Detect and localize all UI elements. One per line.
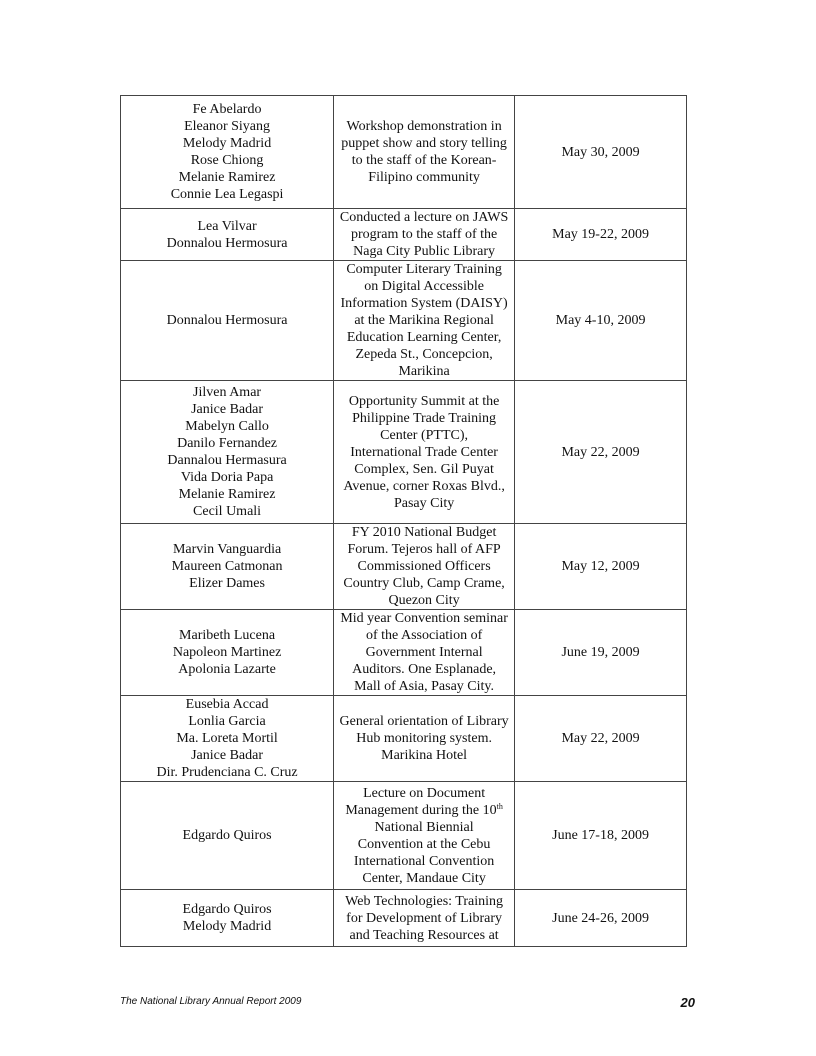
activity-line-text: Country Club, Camp Crame, xyxy=(343,576,505,591)
activity-line-text: Computer Literary Training xyxy=(346,262,502,277)
participant-name: Napoleon Martinez xyxy=(172,645,282,660)
table-row xyxy=(121,782,687,890)
activity-line-text: Marikina Hotel xyxy=(381,748,468,763)
activity-cell xyxy=(334,381,515,524)
participant-name: Dannalou Hermasura xyxy=(167,453,287,468)
participant-name: Lea Vilvar xyxy=(197,218,257,234)
activity-line-text: Web Technologies: Training xyxy=(345,893,504,909)
activity-line xyxy=(335,152,513,169)
table-row xyxy=(121,381,687,524)
date-cell: May 19-22, 2009 xyxy=(515,209,687,261)
activity-line-text: Pasay City xyxy=(393,495,455,511)
activity-line-text: to the staff of the Korean- xyxy=(351,153,497,168)
date-cell: May 4-10, 2009 xyxy=(515,261,687,381)
activity-line xyxy=(335,853,513,870)
ordinal-superscript: th xyxy=(496,801,503,811)
activity-line xyxy=(335,461,513,478)
activity-line xyxy=(335,243,513,260)
participants-cell xyxy=(121,890,334,947)
participant-name: Maureen Catmonan xyxy=(171,559,283,574)
participant-name: Mabelyn Callo xyxy=(185,419,269,434)
activity-line xyxy=(335,495,513,512)
activities-table xyxy=(120,95,687,947)
activity-line-text: Government Internal xyxy=(365,645,483,660)
participant-name: Ma. Loreta Mortil xyxy=(176,731,278,746)
participant-name: Connie Lea Legaspi xyxy=(170,187,284,202)
date-cell: May 30, 2009 xyxy=(515,96,687,209)
activity-line xyxy=(335,478,513,495)
activity-line-text: Center (PTTC), xyxy=(380,427,469,443)
table-row xyxy=(121,696,687,782)
participants-cell xyxy=(121,96,334,209)
activity-line-text: Convention at the Cebu xyxy=(357,836,491,852)
activity-line xyxy=(335,278,513,295)
activity-line-text: International Trade Center xyxy=(350,444,498,460)
activity-line-text: Complex, Sen. Gil Puyat xyxy=(354,461,494,477)
activities-table-body xyxy=(121,96,687,947)
participant-name: Melanie Ramirez xyxy=(178,487,276,502)
activity-cell xyxy=(334,96,515,209)
activity-line xyxy=(335,393,513,410)
activity-line-text: Marikina xyxy=(398,364,450,379)
activity-line-text: Lecture on Document xyxy=(363,785,486,801)
activity-line xyxy=(335,261,513,278)
activity-line-text: Forum. Tejeros hall of AFP xyxy=(347,542,501,557)
activity-line xyxy=(335,524,513,541)
activity-line xyxy=(335,135,513,152)
activity-line-text: National Biennial xyxy=(374,819,474,835)
activity-line-text: Management during the 10 xyxy=(345,802,497,818)
participant-name: Donnalou Hermosura xyxy=(166,313,288,328)
date-cell: June 17-18, 2009 xyxy=(515,782,687,890)
activity-line xyxy=(335,169,513,186)
participant-name: Maribeth Lucena xyxy=(179,628,276,643)
activity-cell xyxy=(334,610,515,696)
participants-cell xyxy=(121,209,334,261)
activity-line-text: Mall of Asia, Pasay City. xyxy=(354,679,495,694)
activity-cell xyxy=(334,209,515,261)
participant-name: Rose Chiong xyxy=(190,153,264,168)
participants-cell xyxy=(121,782,334,890)
activity-line xyxy=(335,329,513,346)
activity-line-text: Philippine Trade Training xyxy=(352,410,497,426)
date-cell: May 22, 2009 xyxy=(515,381,687,524)
activity-cell xyxy=(334,890,515,947)
activity-line xyxy=(335,747,513,764)
participant-name: Cecil Umali xyxy=(193,504,262,519)
activity-cell xyxy=(334,782,515,890)
participant-name: Melody Madrid xyxy=(182,136,272,151)
date-cell: May 12, 2009 xyxy=(515,524,687,610)
footer-page-number: 20 xyxy=(680,995,695,1010)
activity-line xyxy=(335,785,513,802)
table-row xyxy=(121,524,687,610)
participant-name: Apolonia Lazarte xyxy=(178,662,276,677)
participants-cell xyxy=(121,261,334,381)
activity-line-text: program to the staff of the xyxy=(350,227,498,242)
activity-line-text: puppet show and story telling xyxy=(341,136,507,151)
date-cell: May 22, 2009 xyxy=(515,696,687,782)
activity-line xyxy=(335,427,513,444)
activity-line xyxy=(335,927,513,944)
activity-line-text: on Digital Accessible xyxy=(364,279,484,294)
activity-line-text: and Teaching Resources at xyxy=(349,927,499,943)
activity-line-text: Quezon City xyxy=(388,593,460,608)
activity-line-text: for Development of Library xyxy=(346,910,503,926)
activity-cell xyxy=(334,524,515,610)
activity-line-text: FY 2010 National Budget xyxy=(351,525,497,540)
activity-line xyxy=(335,627,513,644)
activity-line-text: General orientation of Library xyxy=(339,714,509,729)
participant-name: Eusebia Accad xyxy=(185,697,269,712)
participant-name: Eleanor Siyang xyxy=(184,119,271,134)
participant-name: Lonlia Garcia xyxy=(188,714,266,729)
participants-cell xyxy=(121,696,334,782)
activity-line xyxy=(335,661,513,678)
activity-line-text: Avenue, corner Roxas Blvd., xyxy=(343,478,505,494)
activity-line xyxy=(335,558,513,575)
activity-line xyxy=(335,802,513,819)
activity-line-text: Education Learning Center, xyxy=(346,330,502,345)
participant-name: Melody Madrid xyxy=(182,919,272,934)
activity-line xyxy=(335,819,513,836)
activity-line-text: Hub monitoring system. xyxy=(356,731,492,746)
activity-line xyxy=(335,346,513,363)
footer-report-title: The National Library Annual Report 2009 xyxy=(120,996,302,1007)
activity-cell xyxy=(334,261,515,381)
table-row xyxy=(121,96,687,209)
participant-name: Janice Badar xyxy=(191,748,264,763)
activity-line xyxy=(335,592,513,609)
activity-line-text: Naga City Public Library xyxy=(353,244,496,259)
activity-line-text: at the Marikina Regional xyxy=(354,313,494,328)
participant-name: Edgardo Quiros xyxy=(182,902,272,917)
activity-line xyxy=(335,118,513,135)
activity-line xyxy=(335,870,513,887)
participant-name: Melanie Ramirez xyxy=(178,170,276,185)
activity-line-text: Zepeda St., Concepcion, xyxy=(355,347,493,362)
activity-line-text: International Convention xyxy=(353,853,495,869)
table-row xyxy=(121,610,687,696)
participant-name: Vida Doria Papa xyxy=(180,470,274,485)
activity-line xyxy=(335,678,513,695)
date-cell: June 19, 2009 xyxy=(515,610,687,696)
activity-line xyxy=(335,610,513,627)
activity-line-text: Opportunity Summit at the xyxy=(348,393,500,409)
activity-line xyxy=(335,312,513,329)
participant-name: Jilven Amar xyxy=(193,385,262,400)
activity-line xyxy=(335,644,513,661)
activity-line xyxy=(335,410,513,427)
participant-name: Fe Abelardo xyxy=(192,102,262,117)
participants-cell xyxy=(121,524,334,610)
activity-line-text: Workshop demonstration in xyxy=(346,119,502,134)
participant-name: Marvin Vanguardia xyxy=(172,542,282,557)
activity-line-text: Auditors. One Esplanade, xyxy=(352,662,497,677)
activity-line xyxy=(335,541,513,558)
table-row xyxy=(121,209,687,261)
activity-line-text: Information System (DAISY) xyxy=(340,296,508,311)
activity-line xyxy=(335,730,513,747)
activity-line xyxy=(335,836,513,853)
table-row xyxy=(121,261,687,381)
activity-line xyxy=(335,226,513,243)
activity-line xyxy=(335,713,513,730)
participant-name: Elizer Dames xyxy=(189,576,265,591)
activity-line-text: Filipino community xyxy=(368,170,480,185)
participant-name: Donnalou Hermosura xyxy=(166,235,288,251)
activity-line xyxy=(335,575,513,592)
participants-cell xyxy=(121,610,334,696)
participant-name: Dir. Prudenciana C. Cruz xyxy=(156,765,298,780)
activity-line-text: Mid year Convention seminar xyxy=(340,611,508,626)
activity-cell xyxy=(334,696,515,782)
activity-line-text: of the Association of xyxy=(365,628,483,643)
table-row xyxy=(121,890,687,947)
activity-line xyxy=(335,444,513,461)
activity-line xyxy=(335,363,513,380)
activity-line xyxy=(335,910,513,927)
participant-name: Janice Badar xyxy=(191,402,264,417)
participants-cell xyxy=(121,381,334,524)
activity-line-text: Center, Mandaue City xyxy=(362,870,486,886)
participant-name: Edgardo Quiros xyxy=(182,828,272,843)
activity-line xyxy=(335,295,513,312)
participant-name: Danilo Fernandez xyxy=(177,436,278,451)
activity-line-text: Commissioned Officers xyxy=(357,559,491,574)
activity-line-text: Conducted a lecture on JAWS xyxy=(339,210,509,225)
activity-line xyxy=(335,209,513,226)
activity-line xyxy=(335,893,513,910)
date-cell: June 24-26, 2009 xyxy=(515,890,687,947)
